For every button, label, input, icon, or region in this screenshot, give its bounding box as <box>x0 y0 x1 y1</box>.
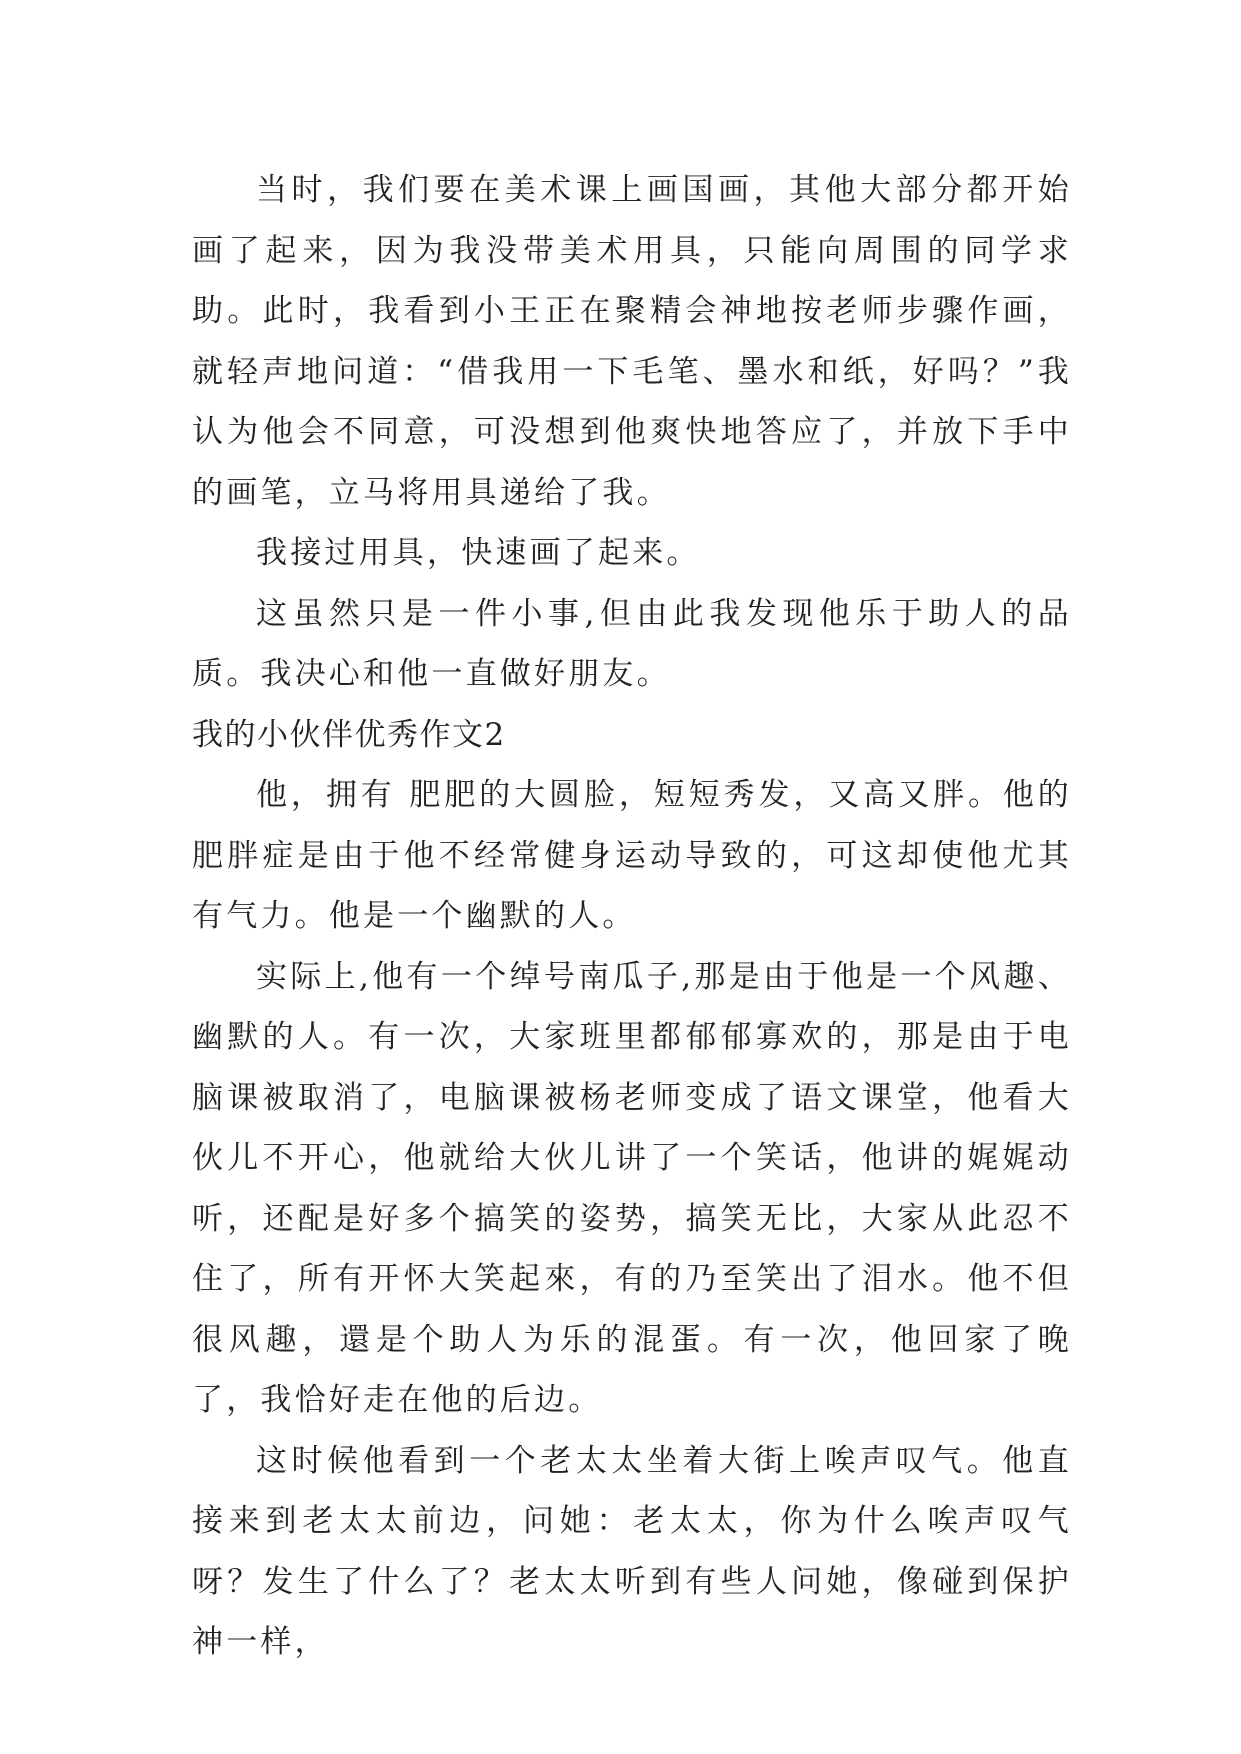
section-heading: 我的小伙伴优秀作文2 <box>192 716 506 753</box>
document-body <box>192 160 1072 1673</box>
paragraph-took-supplies: 我接过用具，快速画了起来。 <box>256 535 701 571</box>
paragraph-good-friend: 这虽然只是一件小事,但由此我发现他乐于助人的品质。我决心和他一直做好朋友。 <box>192 595 1072 692</box>
paragraph-art-class: 当时，我们要在美术课上画国画，其他大部分都开始画了起来，因为我没带美术用具，只能向周围的同学求助。此时，我看到小王正在聚精会神地按老师步骤作画，就轻声地问道：“借我用一下毛笔、墨水和纸，好吗？”我认为他会不同意，可没想到他爽快地答应了，并放下手中的画笔，立马将用具递给了我。 <box>192 172 1072 511</box>
paragraph-nickname: 实际上,他有一个绰号南瓜子,那是由于他是一个风趣、幽默的人。有一次，大家班里都郁郁寡欢的，那是由于电脑课被取消了，电脑课被杨老师变成了语文课堂，他看大伙儿不开心，他就给大伙儿讲了一个笑话，他讲的娓娓动听，还配是好多个搞笑的姿势，搞笑无比，大家从此忍不住了，所有开怀大笑起來，有的乃至笑出了泪水。他不但很风趣，還是个助人为乐的混蛋。有一次，他回家了晚了，我恰好走在他的后边。 <box>192 958 1072 1418</box>
paragraph-description: 他，拥有 肥肥的大圆脸，短短秀发，又高又胖。他的肥胖症是由于他不经常健身运动导致的，可这却使他尤其有气力。他是一个幽默的人。 <box>192 777 1072 934</box>
paragraph-old-lady: 这时候他看到一个老太太坐着大街上唉声叹气。他直接来到老太太前边，问她：老太太，你为什么唉声叹气呀？发生了什么了？老太太听到有些人问她，像碰到保护神一样， <box>192 1442 1072 1660</box>
